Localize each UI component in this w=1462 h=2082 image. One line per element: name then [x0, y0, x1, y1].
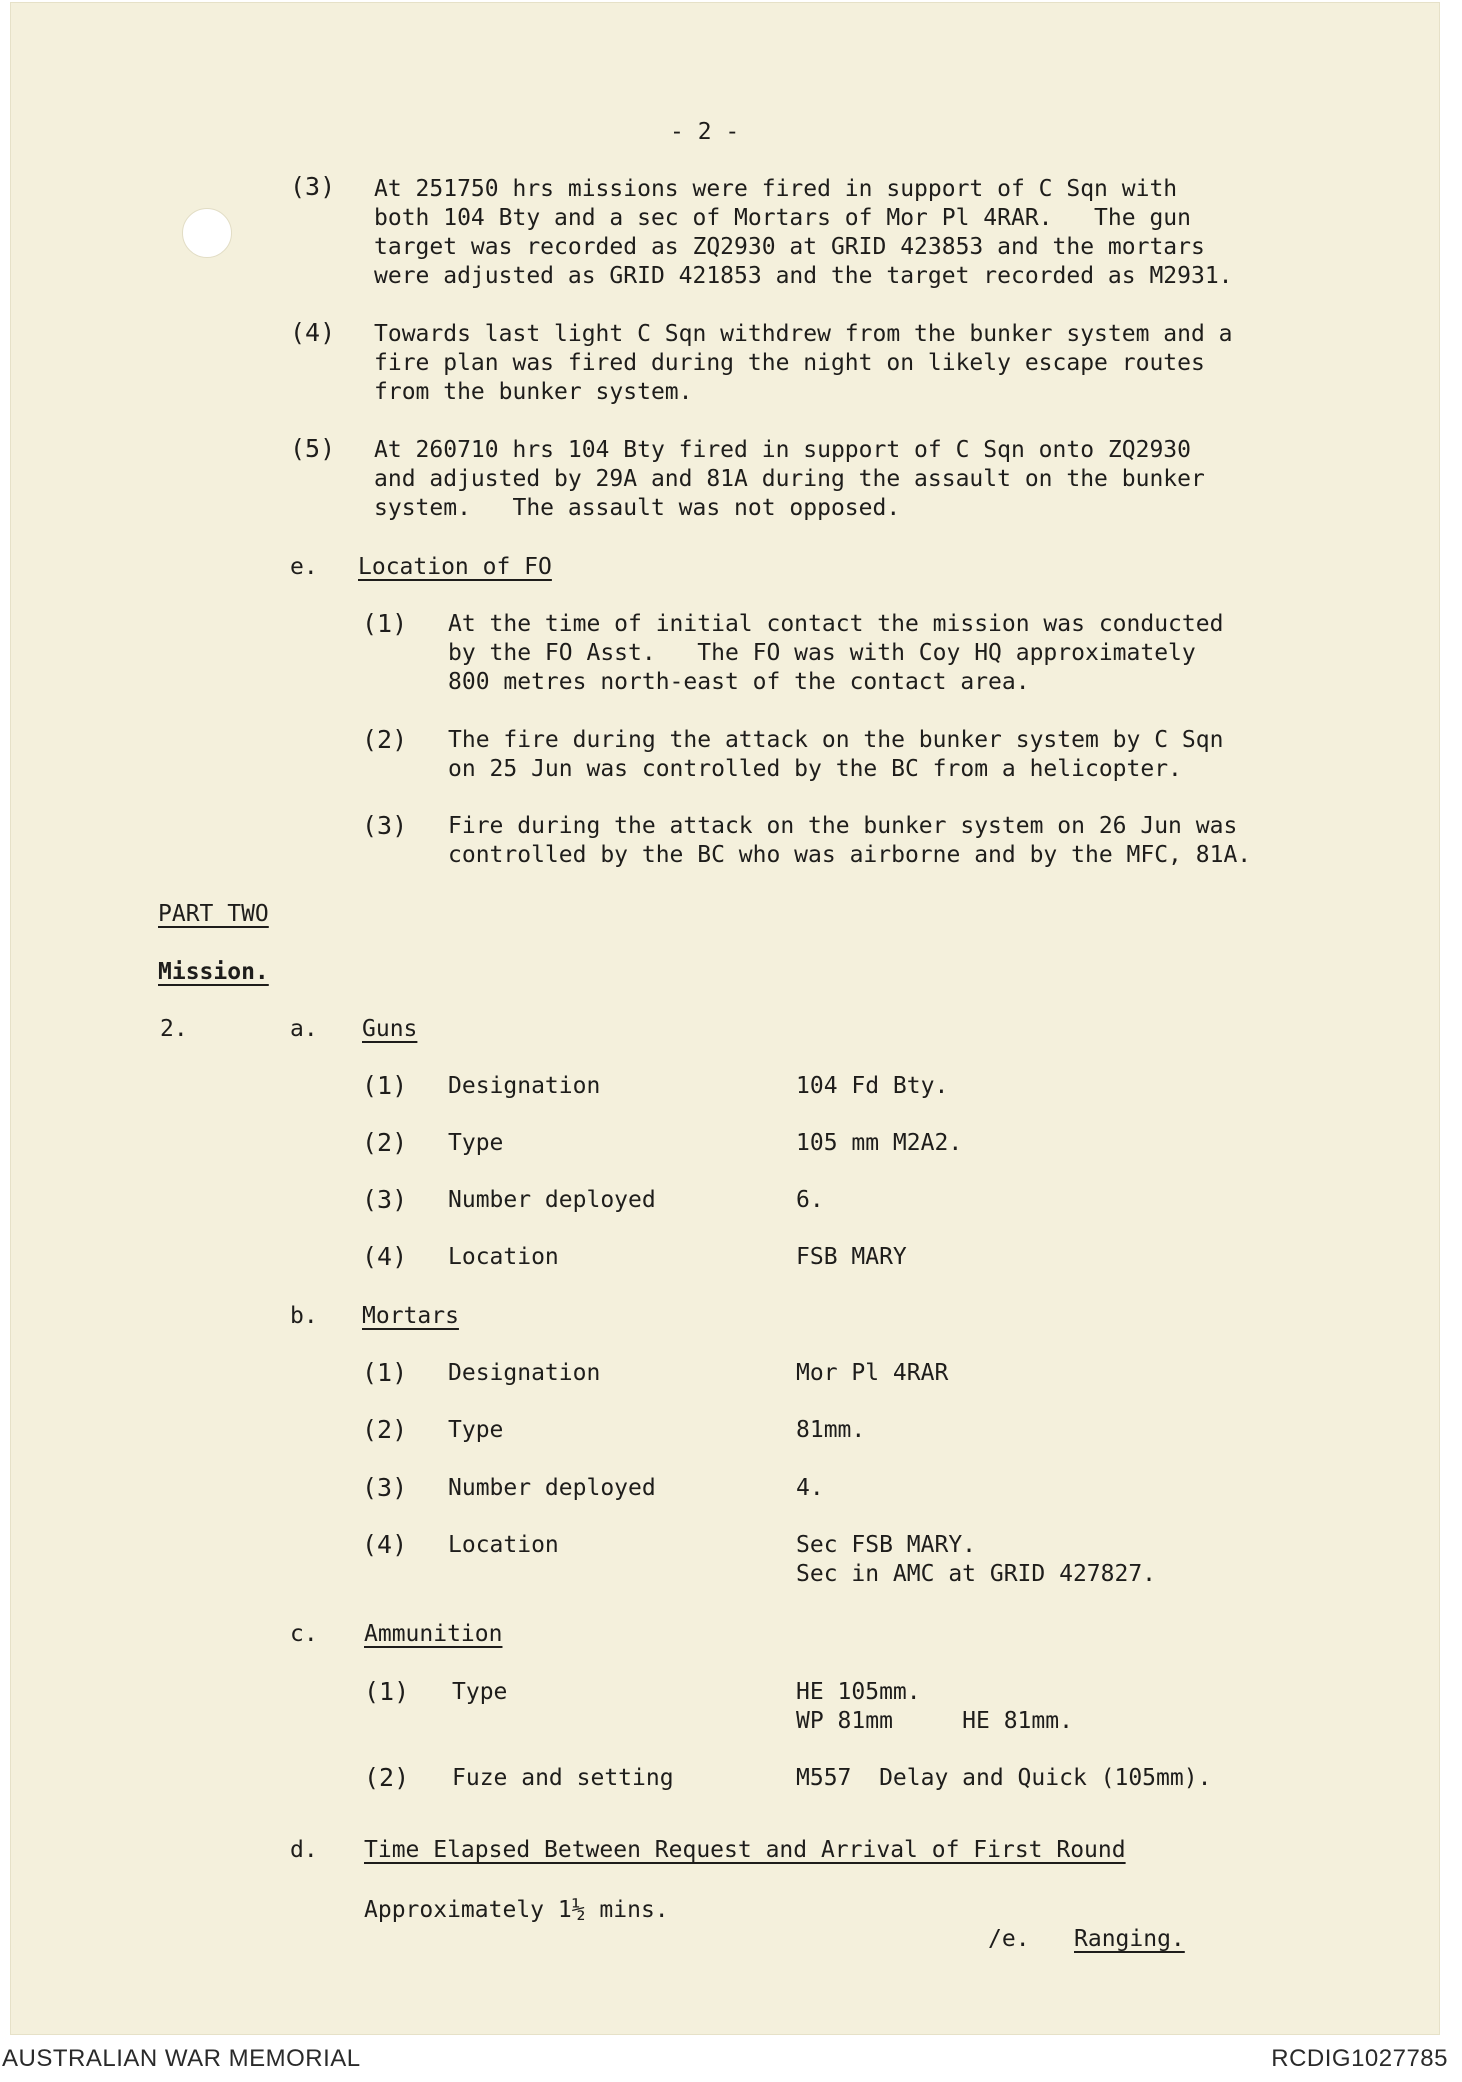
- item-number: (1): [362, 1071, 408, 1100]
- item-number: (3): [290, 172, 336, 201]
- paragraph-number: 2.: [160, 1016, 188, 1042]
- part-subtitle: Mission.: [158, 959, 269, 985]
- section-letter: a.: [290, 1016, 318, 1042]
- item-line: Towards last light C Sqn withdrew from the bunker system and a: [374, 321, 1233, 347]
- item-line: from the bunker system.: [374, 379, 693, 405]
- item-number: (2): [364, 1763, 410, 1792]
- field-value: 4.: [796, 1475, 824, 1501]
- field-label: Number deployed: [448, 1475, 656, 1501]
- item-number: (3): [362, 1473, 408, 1502]
- field-label: Designation: [448, 1360, 601, 1386]
- footer-source: AUSTRALIAN WAR MEMORIAL: [2, 2045, 361, 2072]
- item-number: (3): [362, 811, 408, 840]
- section-letter: e.: [290, 554, 318, 580]
- item-line: Fire during the attack on the bunker system on 26 Jun was: [448, 813, 1238, 839]
- item-line: on 25 Jun was controlled by the BC from a helicopter.: [448, 756, 1182, 782]
- item-line: At the time of initial contact the mission was conducted: [448, 611, 1224, 637]
- item-line: were adjusted as GRID 421853 and the target recorded as M2931.: [374, 263, 1233, 289]
- item-line: controlled by the BC who was airborne and by the MFC, 81A.: [448, 842, 1252, 868]
- section-heading-time-elapsed: Time Elapsed Between Request and Arrival of First Round: [364, 1837, 1126, 1863]
- field-label: Fuze and setting: [452, 1765, 674, 1791]
- section-heading-guns: Guns: [362, 1016, 418, 1042]
- field-label: Number deployed: [448, 1187, 656, 1213]
- field-label: Designation: [448, 1073, 601, 1099]
- field-value: 105 mm M2A2.: [796, 1130, 963, 1156]
- section-letter: d.: [290, 1837, 318, 1863]
- field-label: Location: [448, 1244, 559, 1270]
- document-page: [10, 2, 1440, 2035]
- section-heading-ammunition: Ammunition: [364, 1621, 503, 1647]
- item-line: target was recorded as ZQ2930 at GRID 423853 and the mortars: [374, 234, 1205, 260]
- item-line: At 260710 hrs 104 Bty fired in support of C Sqn onto ZQ2930: [374, 437, 1191, 463]
- item-line: At 251750 hrs missions were fired in support of C Sqn with: [374, 176, 1178, 202]
- field-label: Type: [448, 1130, 504, 1156]
- field-value: 6.: [796, 1187, 824, 1213]
- continuation-label: Ranging.: [1074, 1926, 1185, 1952]
- time-elapsed-text: Approximately 1½ mins.: [364, 1897, 669, 1923]
- item-line: system. The assault was not opposed.: [374, 495, 901, 521]
- page-number: - 2 -: [670, 119, 740, 145]
- section-heading-mortars: Mortars: [362, 1303, 459, 1329]
- field-value: Mor Pl 4RAR: [796, 1360, 949, 1386]
- section-heading: Location of FO: [358, 554, 552, 580]
- field-label: Type: [448, 1417, 504, 1443]
- item-line: 800 metres north-east of the contact area.: [448, 669, 1030, 695]
- item-number: (1): [362, 609, 408, 638]
- field-value: Sec in AMC at GRID 427827.: [796, 1561, 1157, 1587]
- punch-hole: [182, 208, 232, 258]
- item-line: The fire during the attack on the bunker system by C Sqn: [448, 727, 1224, 753]
- item-number: (2): [362, 1128, 408, 1157]
- field-label: Location: [448, 1532, 559, 1558]
- item-number: (4): [362, 1530, 408, 1559]
- part-title: PART TWO: [158, 901, 269, 927]
- item-number: (1): [364, 1677, 410, 1706]
- field-value: 81mm.: [796, 1417, 866, 1443]
- item-number: (4): [362, 1242, 408, 1271]
- item-number: (1): [362, 1358, 408, 1387]
- item-line: fire plan was fired during the night on likely escape routes: [374, 350, 1205, 376]
- field-value: FSB MARY: [796, 1244, 907, 1270]
- item-number: (4): [290, 318, 336, 347]
- item-number: (2): [362, 725, 408, 754]
- item-number: (5): [290, 434, 336, 463]
- item-line: both 104 Bty and a sec of Mortars of Mor Pl 4RAR. The gun: [374, 205, 1191, 231]
- field-value: M557 Delay and Quick (105mm).: [796, 1765, 1212, 1791]
- item-line: by the FO Asst. The FO was with Coy HQ approximately: [448, 640, 1196, 666]
- item-number: (3): [362, 1185, 408, 1214]
- item-number: (2): [362, 1415, 408, 1444]
- item-line: and adjusted by 29A and 81A during the assault on the bunker: [374, 466, 1205, 492]
- field-value: WP 81mm HE 81mm.: [796, 1708, 1073, 1734]
- section-letter: b.: [290, 1303, 318, 1329]
- field-value: 104 Fd Bty.: [796, 1073, 949, 1099]
- field-value: Sec FSB MARY.: [796, 1532, 977, 1558]
- field-value: HE 105mm.: [796, 1679, 921, 1705]
- continuation-prefix: /e.: [988, 1926, 1030, 1952]
- section-letter: c.: [290, 1621, 318, 1647]
- footer-id: RCDIG1027785: [1271, 2045, 1448, 2072]
- field-label: Type: [452, 1679, 508, 1705]
